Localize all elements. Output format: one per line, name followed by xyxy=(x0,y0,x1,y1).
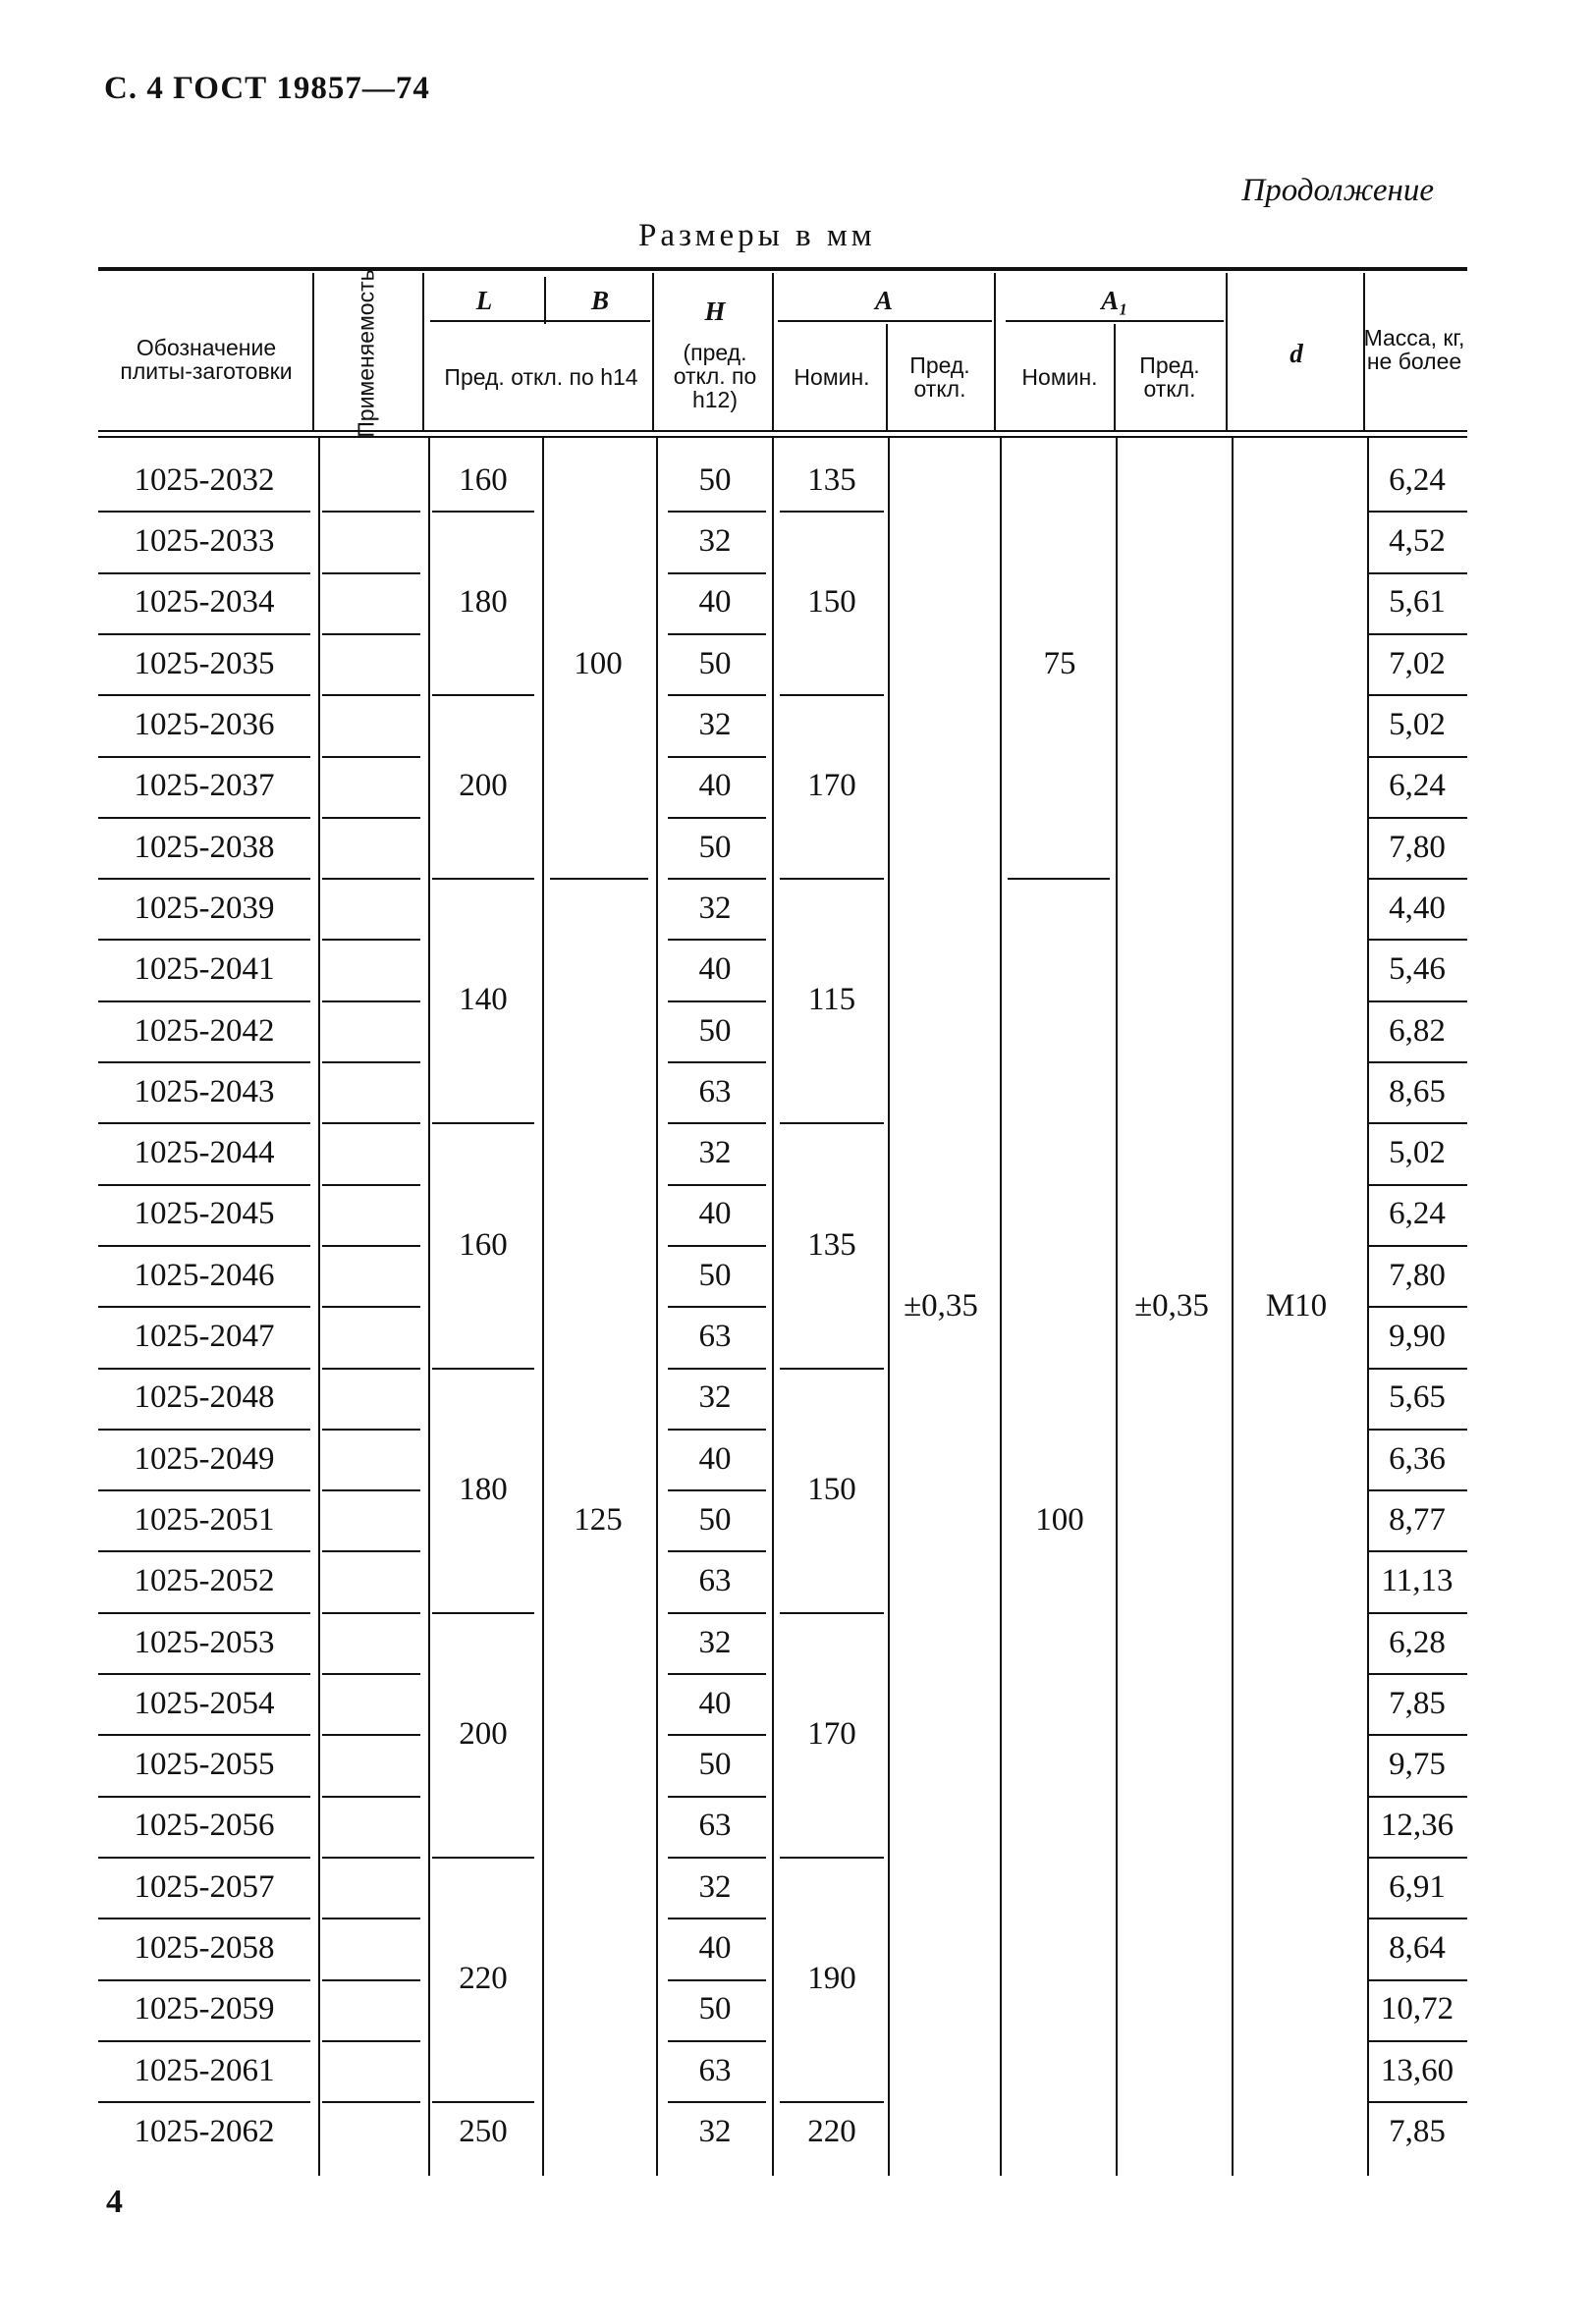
designation-cell: 1025-2033 xyxy=(134,523,275,560)
row-rule-applicability xyxy=(322,1918,420,1919)
mass-value-cell: 6,24 xyxy=(1389,768,1446,804)
designation-cell: 1025-2052 xyxy=(134,1563,275,1599)
col-B-header: B xyxy=(590,285,609,315)
mass-value-cell: 9,90 xyxy=(1389,1319,1446,1355)
designation-cell: 1025-2039 xyxy=(134,890,275,926)
mass-value-cell: 13,60 xyxy=(1380,2052,1454,2088)
row-rule-applicability xyxy=(322,511,420,513)
l-value-cell: 200 xyxy=(459,1715,508,1752)
table-column-rule xyxy=(1114,324,1116,430)
table-column-rule xyxy=(1000,438,1002,2176)
row-rule-applicability xyxy=(322,1061,420,1063)
col-A1-deviation-header: Пред. откл. xyxy=(1139,351,1200,402)
h-value-cell: 63 xyxy=(698,1073,732,1109)
mass-value-cell: 12,36 xyxy=(1380,1808,1454,1844)
mass-value-cell: 6,36 xyxy=(1389,1440,1446,1477)
row-rule-applicability xyxy=(322,1184,420,1186)
row-rule-applicability xyxy=(322,1429,420,1431)
h-value-cell: 32 xyxy=(698,1624,732,1660)
designation-cell: 1025-2035 xyxy=(134,645,275,681)
col-applicability-header xyxy=(312,269,420,438)
a-nominal-cell: 190 xyxy=(807,1961,856,1997)
b-value-cell: 125 xyxy=(574,1501,623,1538)
h-value-cell: 50 xyxy=(698,1012,732,1049)
row-rule-applicability xyxy=(322,1245,420,1247)
row-rule-applicability xyxy=(322,2101,420,2103)
designation-cell: 1025-2042 xyxy=(134,1012,275,1049)
page-number: 4 xyxy=(106,2184,123,2220)
designation-cell: 1025-2048 xyxy=(134,1379,275,1416)
a-nominal-cell: 135 xyxy=(807,1226,856,1263)
row-rule-applicability xyxy=(322,878,420,880)
table-column-rule xyxy=(652,273,654,430)
col-A-header: A xyxy=(874,285,893,315)
col-H-header: H xyxy=(704,296,726,326)
h-value-cell: 50 xyxy=(698,1991,732,2027)
h-value-cell: 32 xyxy=(698,1379,732,1416)
mass-value-cell: 7,02 xyxy=(1389,645,1446,681)
designation-cell: 1025-2056 xyxy=(134,1808,275,1844)
row-rule-applicability xyxy=(322,1306,420,1308)
l-value-cell: 140 xyxy=(459,982,508,1018)
mass-value-cell: 11,13 xyxy=(1381,1563,1454,1599)
row-rule-applicability xyxy=(322,1368,420,1370)
row-rule-applicability xyxy=(322,1979,420,1981)
col-A1-header: A₁ xyxy=(1101,285,1128,315)
mass-value-cell: 5,02 xyxy=(1389,1135,1446,1171)
designation-cell: 1025-2054 xyxy=(134,1685,275,1721)
h-value-cell: 32 xyxy=(698,523,732,560)
a-nominal-cell: 115 xyxy=(807,982,856,1018)
designation-cell: 1025-2044 xyxy=(134,1135,275,1171)
h-value-cell: 50 xyxy=(698,461,732,498)
h-value-cell: 32 xyxy=(698,1868,732,1905)
h-value-cell: 63 xyxy=(698,2052,732,2088)
designation-cell: 1025-2032 xyxy=(134,461,275,498)
header-subrule-A xyxy=(778,320,992,322)
mass-value-cell: 10,72 xyxy=(1380,1991,1454,2027)
a-deviation-cell: ±0,35 xyxy=(904,1287,978,1324)
h-value-cell: 40 xyxy=(698,584,732,621)
h-value-cell: 40 xyxy=(698,768,732,804)
row-rule-applicability xyxy=(322,1489,420,1491)
l-value-cell: 160 xyxy=(459,1226,508,1263)
designation-cell: 1025-2049 xyxy=(134,1440,275,1477)
designation-cell: 1025-2036 xyxy=(134,707,275,743)
row-rule-applicability xyxy=(322,633,420,635)
mass-value-cell: 6,24 xyxy=(1389,1196,1446,1232)
designation-cell: 1025-2041 xyxy=(134,951,275,988)
a-nominal-cell: 150 xyxy=(807,1471,856,1507)
table-column-rule xyxy=(542,438,544,2176)
mass-value-cell: 4,40 xyxy=(1389,890,1446,926)
col-mass-header: Масса, кг, не более xyxy=(1363,324,1465,374)
l-value-cell: 180 xyxy=(459,1471,508,1507)
h-value-cell: 40 xyxy=(698,1930,732,1967)
h-value-cell: 63 xyxy=(698,1319,732,1355)
designation-cell: 1025-2038 xyxy=(134,829,275,865)
applicability-label: Применяемость xyxy=(353,269,379,438)
col-H-deviation-header: (пред. откл. по h12) xyxy=(673,339,757,413)
col-L-header: L xyxy=(475,285,493,315)
h-value-cell: 50 xyxy=(698,1501,732,1538)
mass-value-cell: 8,77 xyxy=(1389,1501,1446,1538)
l-value-cell: 220 xyxy=(459,1961,508,1997)
row-rule-applicability xyxy=(322,1000,420,1002)
header-bottom-rule xyxy=(98,430,1467,432)
mass-value-cell: 7,80 xyxy=(1389,829,1446,865)
mass-value-cell: 5,02 xyxy=(1389,707,1446,743)
h-value-cell: 32 xyxy=(698,2113,732,2149)
table-column-rule xyxy=(422,273,424,430)
header-bottom-rule-2 xyxy=(98,436,1467,438)
table-column-rule xyxy=(994,273,996,430)
l-value-cell: 180 xyxy=(459,584,508,621)
h-value-cell: 40 xyxy=(698,1685,732,1721)
table-column-rule xyxy=(312,273,314,430)
designation-cell: 1025-2051 xyxy=(134,1501,275,1538)
h-value-cell: 32 xyxy=(698,707,732,743)
header-subrule-A1 xyxy=(1006,320,1224,322)
row-rule-applicability xyxy=(322,694,420,696)
table-top-rule xyxy=(98,267,1467,271)
d-thread-cell: M10 xyxy=(1265,1287,1328,1324)
table-column-rule xyxy=(1226,273,1228,430)
row-rule-applicability xyxy=(322,939,420,941)
row-rule-applicability xyxy=(322,2040,420,2042)
a-nominal-cell: 150 xyxy=(807,584,856,621)
h-value-cell: 50 xyxy=(698,1747,732,1783)
designation-cell: 1025-2053 xyxy=(134,1624,275,1660)
row-rule-applicability xyxy=(322,817,420,819)
col-A1-nominal-header: Номин. xyxy=(1021,363,1098,390)
a-nominal-cell: 170 xyxy=(807,1715,856,1752)
col-A-deviation-header: Пред. откл. xyxy=(909,351,970,402)
a-nominal-cell: 220 xyxy=(807,2113,856,2149)
table-column-rule xyxy=(886,324,888,430)
designation-cell: 1025-2058 xyxy=(134,1930,275,1967)
designation-cell: 1025-2046 xyxy=(134,1257,275,1293)
h-value-cell: 32 xyxy=(698,1135,732,1171)
h-value-cell: 50 xyxy=(698,645,732,681)
table-column-rule xyxy=(544,277,546,324)
l-value-cell: 200 xyxy=(459,768,508,804)
h-value-cell: 50 xyxy=(698,1257,732,1293)
col-A-nominal-header: Номин. xyxy=(794,363,870,390)
designation-cell: 1025-2047 xyxy=(134,1319,275,1355)
l-value-cell: 160 xyxy=(459,461,508,498)
h-value-cell: 40 xyxy=(698,951,732,988)
units-caption: Размеры в мм xyxy=(638,218,876,253)
row-rule-applicability xyxy=(322,1673,420,1675)
h-value-cell: 63 xyxy=(698,1563,732,1599)
mass-value-cell: 6,24 xyxy=(1389,461,1446,498)
page-header-ref: С. 4 ГОСТ 19857—74 xyxy=(104,71,430,106)
mass-value-cell: 8,64 xyxy=(1389,1930,1446,1967)
mass-value-cell: 9,75 xyxy=(1389,1747,1446,1783)
l-value-cell: 250 xyxy=(459,2113,508,2149)
row-rule-applicability xyxy=(322,1122,420,1124)
row-rule-applicability xyxy=(322,1796,420,1798)
designation-cell: 1025-2061 xyxy=(134,2052,275,2088)
col-LB-deviation-header: Пред. откл. по h14 xyxy=(444,363,638,390)
mass-value-cell: 6,82 xyxy=(1389,1012,1446,1049)
h-value-cell: 40 xyxy=(698,1440,732,1477)
a-nominal-cell: 170 xyxy=(807,768,856,804)
h-value-cell: 50 xyxy=(698,829,732,865)
table-column-rule xyxy=(318,438,320,2176)
mass-value-cell: 8,65 xyxy=(1389,1073,1446,1109)
mass-value-cell: 7,85 xyxy=(1389,1685,1446,1721)
col-designation-header: Обозначение плиты-заготовки xyxy=(120,334,293,384)
a1-deviation-cell: ±0,35 xyxy=(1134,1287,1209,1324)
b-value-cell: 100 xyxy=(574,645,623,681)
col-d-header: d xyxy=(1289,338,1303,368)
h-value-cell: 32 xyxy=(698,890,732,926)
designation-cell: 1025-2057 xyxy=(134,1868,275,1905)
table-column-rule xyxy=(1363,273,1365,430)
row-rule-applicability xyxy=(322,756,420,758)
mass-value-cell: 6,91 xyxy=(1389,1868,1446,1905)
mass-value-cell: 5,46 xyxy=(1389,951,1446,988)
row-rule-applicability xyxy=(322,572,420,574)
mass-value-cell: 6,28 xyxy=(1389,1624,1446,1660)
designation-cell: 1025-2045 xyxy=(134,1196,275,1232)
row-rule-applicability xyxy=(322,1550,420,1552)
h-value-cell: 63 xyxy=(698,1808,732,1844)
designation-cell: 1025-2037 xyxy=(134,768,275,804)
designation-cell: 1025-2043 xyxy=(134,1073,275,1109)
table-column-rule xyxy=(656,438,658,2176)
a1-nominal-cell: 75 xyxy=(1043,645,1076,681)
header-subrule-LB xyxy=(430,320,650,322)
mass-value-cell: 7,85 xyxy=(1389,2113,1446,2149)
mass-value-cell: 5,65 xyxy=(1389,1379,1446,1416)
designation-cell: 1025-2034 xyxy=(134,584,275,621)
table-column-rule xyxy=(772,438,774,2176)
mass-value-cell: 4,52 xyxy=(1389,523,1446,560)
h-value-cell: 40 xyxy=(698,1196,732,1232)
designation-cell: 1025-2062 xyxy=(134,2113,275,2149)
a1-nominal-cell: 100 xyxy=(1035,1501,1084,1538)
a-nominal-cell: 135 xyxy=(807,461,856,498)
row-rule-applicability xyxy=(322,1857,420,1859)
table-column-rule xyxy=(772,273,774,430)
continued-label: Продолжение xyxy=(1241,173,1434,208)
row-rule-applicability xyxy=(322,1734,420,1736)
mass-value-cell: 7,80 xyxy=(1389,1257,1446,1293)
designation-cell: 1025-2055 xyxy=(134,1747,275,1783)
designation-cell: 1025-2059 xyxy=(134,1991,275,2027)
row-rule-applicability xyxy=(322,1612,420,1614)
mass-value-cell: 5,61 xyxy=(1389,584,1446,621)
